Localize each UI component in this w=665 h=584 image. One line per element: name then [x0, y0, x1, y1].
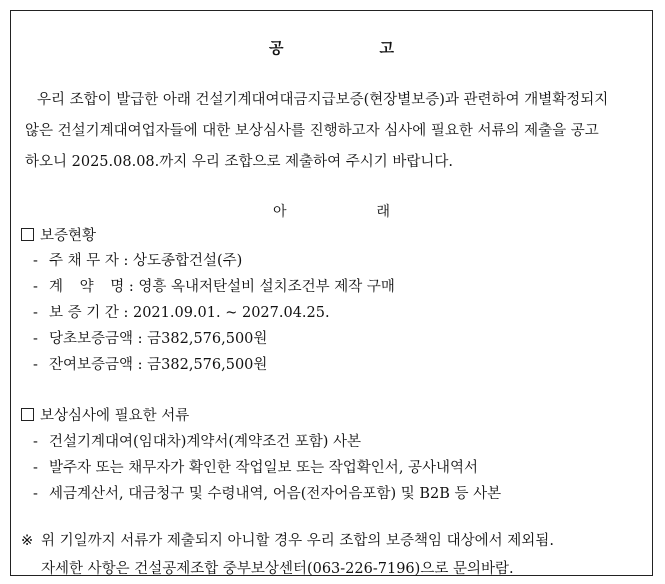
- notice-document: [10, 10, 653, 576]
- guarantee-section-heading: 보증현황: [21, 224, 96, 245]
- notice-title: [11, 37, 652, 58]
- guarantee-label: 주 채 무 자: [49, 253, 119, 269]
- guarantee-value: 상도종합건설(주): [132, 253, 243, 269]
- guarantee-label: 당초보증금액: [49, 331, 134, 347]
- guarantee-item-remaining-amount: - 잔여보증금액 : 금382,576,500원: [33, 353, 267, 374]
- footnote-line-2: 자세한 사항은 건설공제조합 중부보상센터(063-226-7196)으로 문의바람.: [41, 561, 514, 577]
- guarantee-item-contract: - 계 약 명 : 영흥 옥내저탄설비 설치조건부 제작 구매: [33, 275, 395, 296]
- title-char-1: 공: [269, 39, 284, 57]
- notice-footnote: [21, 527, 642, 583]
- intro-line-2: 않은 건설기계대여업자들에 대한 보상심사를 진행하고자 심사에 필요한 서류의 제출을 공고: [25, 123, 599, 139]
- footnote-line-1: ※ 위 기일까지 서류가 제출되지 아니할 경우 우리 조합의 보증책임 대상에서 제외됨.: [21, 527, 642, 555]
- title-char-2: 고: [379, 39, 394, 57]
- intro-line-3: 하오니 2025.08.08.까지 우리 조합으로 제출하여 주시기 바랍니다.: [25, 154, 454, 170]
- documents-section-heading: 보상심사에 필요한 서류: [21, 404, 189, 425]
- guarantee-label: 잔여보증금액: [49, 357, 134, 373]
- guarantee-value: 금382,576,500원: [147, 331, 268, 347]
- intro-line-1: 우리 조합이 발급한 아래 건설기계대여대금지급보증(현장별보증)과 관련하여 개별확정되지: [37, 92, 609, 108]
- checkbox-square-icon: [21, 408, 34, 421]
- guarantee-label: 계 약 명: [49, 279, 125, 295]
- guarantee-item-period: - 보 증 기 간 : 2021.09.01. ~ 2027.04.25.: [33, 301, 330, 322]
- guarantee-item-initial-amount: - 당초보증금액 : 금382,576,500원: [33, 327, 267, 348]
- guarantee-value: 2021.09.01. ~ 2027.04.25.: [132, 305, 330, 321]
- guarantee-value: 금382,576,500원: [147, 357, 268, 373]
- guarantee-item-debtor: - 주 채 무 자 : 상도종합건설(주): [33, 249, 242, 270]
- reference-mark-icon: ※: [21, 533, 34, 549]
- intro-paragraph: [25, 85, 640, 178]
- document-item: - 발주자 또는 채무자가 확인한 작업일보 또는 작업확인서, 공사내역서: [33, 460, 479, 476]
- document-item: - 세금계산서, 대금청구 및 수령내역, 어음(전자어음포함) 및 B2B 등 사본: [33, 486, 502, 502]
- guarantee-label: 보 증 기 간: [49, 305, 119, 321]
- below-heading-char-2: 래: [376, 204, 391, 220]
- document-item: - 건설기계대여(임대차)계약서(계약조건 포함) 사본: [33, 434, 361, 450]
- checkbox-square-icon: [21, 228, 34, 241]
- below-heading: [11, 201, 652, 221]
- below-heading-char-1: 아: [272, 204, 287, 220]
- guarantee-value: 영흥 옥내저탄설비 설치조건부 제작 구매: [138, 279, 395, 295]
